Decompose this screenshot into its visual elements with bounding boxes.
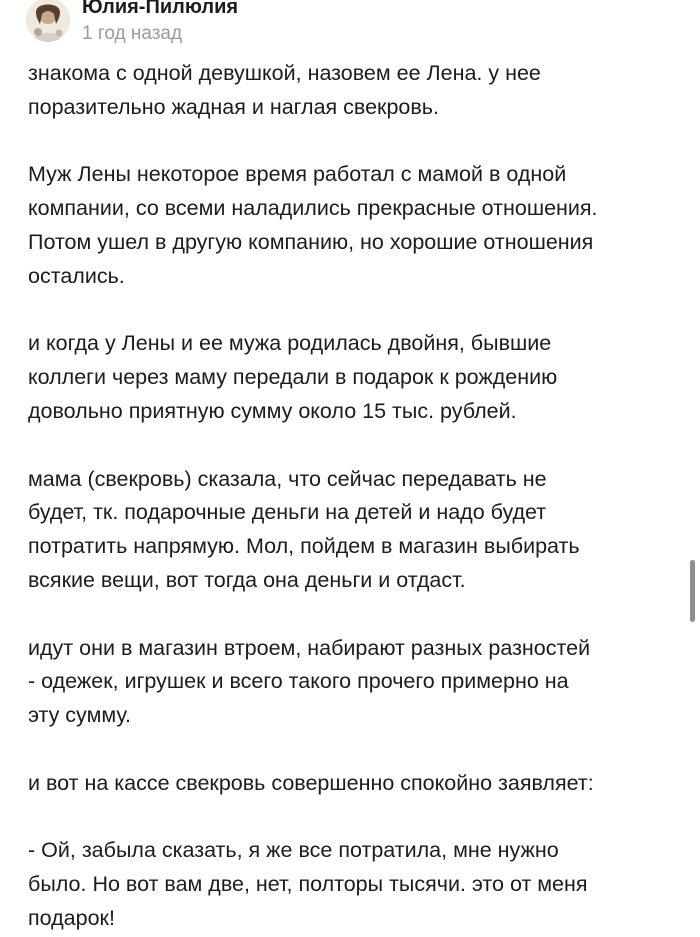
- author-name[interactable]: Юлия-Пилюлия: [82, 0, 239, 18]
- post-paragraph: и вот на кассе свекровь совершенно спокойно заявляет:: [28, 770, 594, 795]
- post-paragraph: мама (свекровь) сказала, что сейчас передавать не будет, тк. подарочные деньги на детей и надо будет потратить напрямую. Мол, пойдем в магазин выбирать всякие вещи, вот тогда она деньги и отдаст.: [28, 466, 580, 592]
- author-avatar[interactable]: [26, 0, 70, 42]
- post-timestamp: 1 год назад: [82, 23, 183, 44]
- post-paragraph: идут они в магазин втроем, набирают разных разностей - одежек, игрушек и всего такого прочего примерно на эту сумму.: [28, 635, 591, 728]
- post-paragraph: - Ой, забыла сказать, я же все потратила, мне нужно было. Но вот вам две, нет, полторы тысячи. это от меня подарок!: [28, 838, 588, 930]
- post-header: [0, 0, 700, 52]
- post-paragraph: Муж Лены некоторое время работал с мамой в одной компании, со всеми наладились прекрасные отношения. Потом ушел в другую компанию, но хорошие отношения остались.: [28, 162, 598, 288]
- scrollbar-thumb[interactable]: [690, 560, 695, 622]
- avatar-photo-icon: [26, 0, 70, 42]
- post-paragraph: знакома с одной девушкой, назовем ее Лена. у нее поразительно жадная и наглая свекровь.: [28, 61, 541, 119]
- post-paragraph: и когда у Лены и ее мужа родилась двойня, бывшие коллеги через маму передали в подарок к рождению довольно приятную сумму около 15 тыс. рублей.: [28, 331, 558, 423]
- post-body: [28, 57, 688, 936]
